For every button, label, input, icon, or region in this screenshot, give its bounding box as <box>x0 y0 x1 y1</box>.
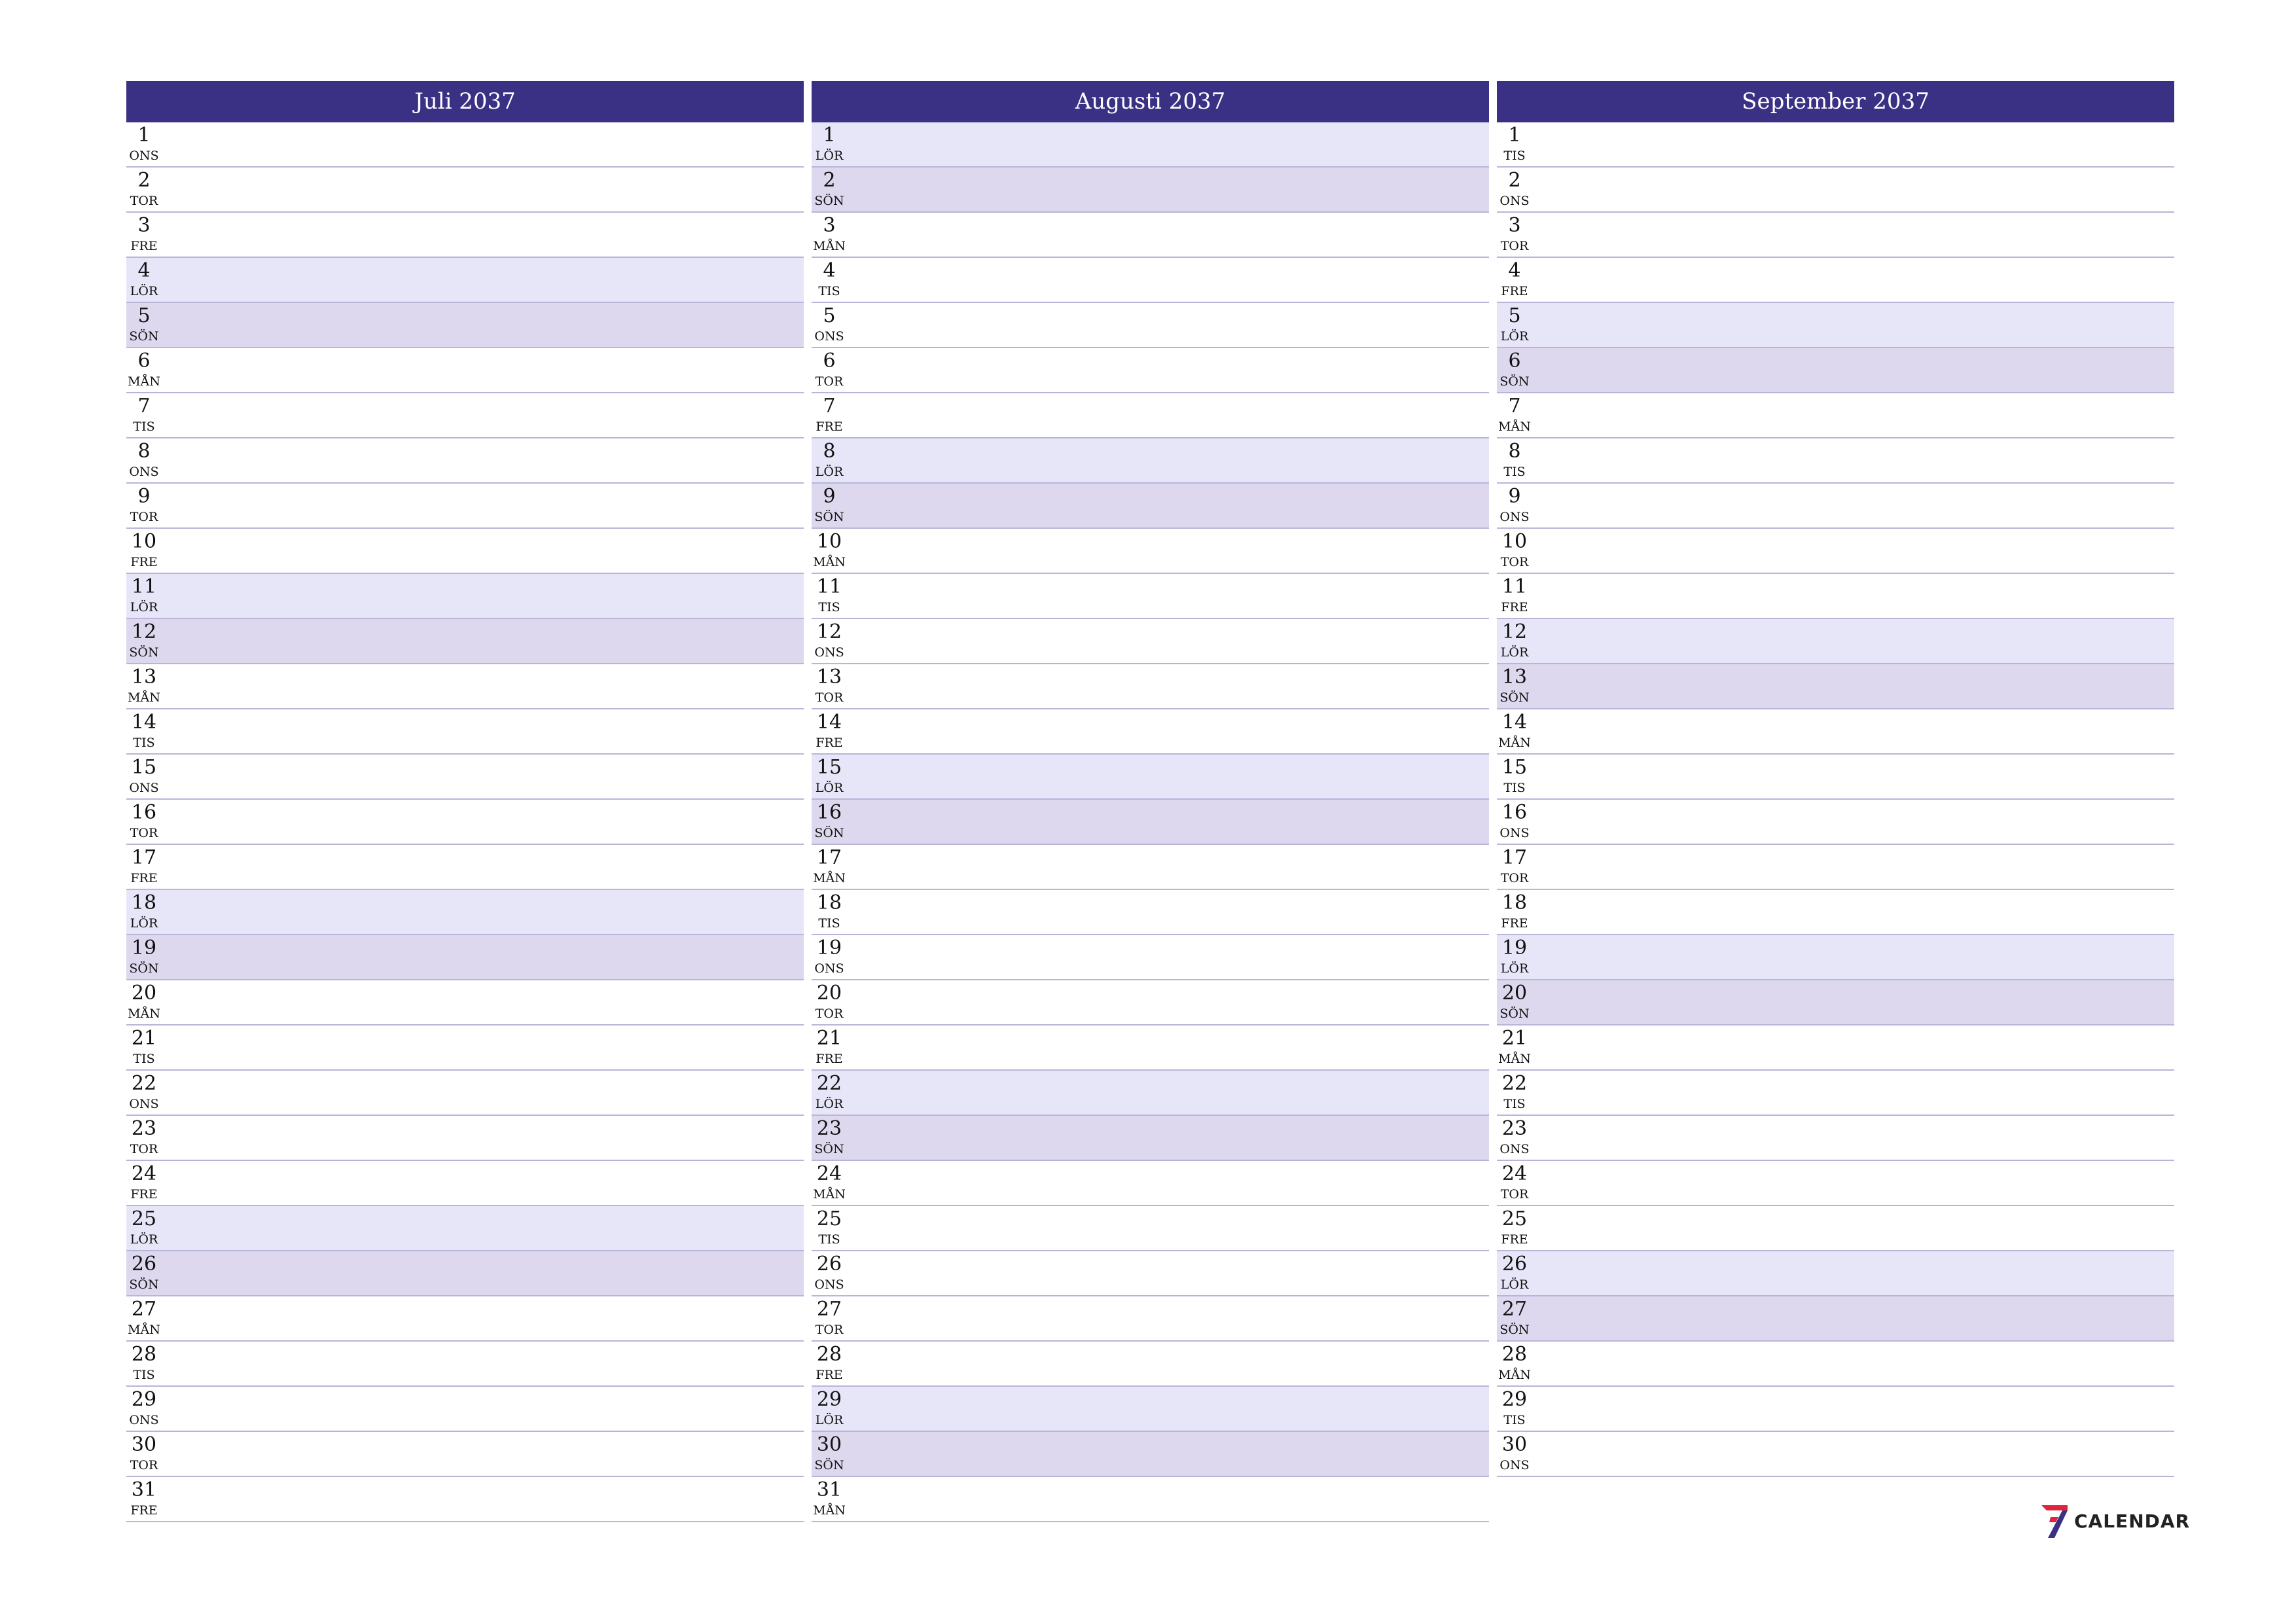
day-name: SÖN <box>814 510 844 524</box>
day-row <box>126 890 804 935</box>
day-name: SÖN <box>814 1142 844 1156</box>
day-row <box>1497 1026 2174 1071</box>
day-name: LÖR <box>815 1097 844 1111</box>
day-number: 11 <box>1501 575 1528 598</box>
day-row <box>1497 438 2174 484</box>
day-number: 1 <box>823 124 836 147</box>
day-row <box>126 529 804 574</box>
day-number: 5 <box>823 304 836 327</box>
day-name: TOR <box>130 1458 158 1472</box>
day-row <box>126 619 804 664</box>
day-number: 30 <box>816 1433 842 1456</box>
day-number: 10 <box>1501 530 1528 553</box>
day-name: FRE <box>816 1368 843 1382</box>
day-number: 30 <box>1501 1433 1528 1456</box>
day-name: MÅN <box>1498 1368 1531 1382</box>
day-name: LÖR <box>130 600 158 615</box>
day-row <box>1497 1116 2174 1161</box>
day-name: TOR <box>815 1007 844 1021</box>
day-row <box>812 213 1489 258</box>
day-row <box>812 1296 1489 1342</box>
day-number: 26 <box>131 1253 157 1275</box>
day-name: TIS <box>818 1232 840 1247</box>
day-name: LÖR <box>1500 329 1529 344</box>
day-row <box>812 1026 1489 1071</box>
day-row <box>812 1206 1489 1251</box>
day-number: 4 <box>823 259 836 282</box>
day-number: 3 <box>137 214 151 237</box>
day-name: MÅN <box>128 1323 160 1337</box>
day-row <box>1497 619 2174 664</box>
day-list <box>812 122 1489 1522</box>
day-row <box>1497 1387 2174 1432</box>
day-name: MÅN <box>813 871 846 885</box>
day-number: 12 <box>816 620 842 643</box>
day-row <box>1497 1342 2174 1387</box>
day-row <box>126 1026 804 1071</box>
day-number: 18 <box>1501 891 1528 914</box>
day-list <box>126 122 804 1522</box>
day-number: 13 <box>816 666 842 688</box>
day-number: 7 <box>137 395 151 418</box>
day-row <box>126 258 804 303</box>
day-row <box>812 709 1489 755</box>
month-header: September 2037 <box>1497 81 2174 122</box>
day-row <box>812 168 1489 213</box>
day-row <box>812 1251 1489 1296</box>
day-number: 20 <box>131 982 157 1005</box>
day-row <box>812 935 1489 980</box>
day-number: 14 <box>131 711 157 734</box>
day-row <box>812 755 1489 800</box>
day-row <box>126 664 804 709</box>
day-row <box>812 1116 1489 1161</box>
day-row <box>1497 529 2174 574</box>
day-number: 6 <box>137 349 151 372</box>
day-row <box>812 529 1489 574</box>
day-row <box>1497 303 2174 348</box>
day-row <box>126 1071 804 1116</box>
day-row <box>126 845 804 890</box>
day-row <box>1497 845 2174 890</box>
day-list <box>1497 122 2174 1477</box>
day-name: LÖR <box>1500 645 1529 660</box>
day-row <box>1497 1071 2174 1116</box>
day-number: 26 <box>1501 1253 1528 1275</box>
day-name: MÅN <box>813 555 846 569</box>
day-number: 9 <box>1508 485 1521 508</box>
day-name: LÖR <box>815 149 844 163</box>
day-row <box>126 1206 804 1251</box>
day-name: ONS <box>814 1277 844 1292</box>
day-name: FRE <box>816 1052 843 1066</box>
day-row <box>812 122 1489 168</box>
day-number: 14 <box>1501 711 1528 734</box>
day-number: 23 <box>1501 1117 1528 1140</box>
day-row <box>126 484 804 529</box>
day-row <box>1497 574 2174 619</box>
day-row <box>1497 709 2174 755</box>
day-name: LÖR <box>815 1413 844 1427</box>
day-number: 28 <box>1501 1343 1528 1366</box>
day-name: LÖR <box>1500 1277 1529 1292</box>
day-name: TIS <box>818 916 840 931</box>
day-row <box>1497 755 2174 800</box>
day-number: 21 <box>1501 1027 1528 1050</box>
day-row <box>1497 1161 2174 1206</box>
day-row <box>126 1116 804 1161</box>
day-name: TOR <box>1500 871 1529 885</box>
day-number: 2 <box>1508 169 1521 192</box>
day-row <box>812 484 1489 529</box>
day-number: 10 <box>816 530 842 553</box>
day-name: ONS <box>814 961 844 976</box>
day-number: 25 <box>1501 1207 1528 1230</box>
day-row <box>1497 800 2174 845</box>
day-number: 16 <box>131 801 157 824</box>
day-number: 25 <box>816 1207 842 1230</box>
day-name: TOR <box>130 194 158 208</box>
day-row <box>126 122 804 168</box>
month-header: Augusti 2037 <box>812 81 1489 122</box>
day-name: FRE <box>130 1187 158 1202</box>
day-number: 2 <box>137 169 151 192</box>
day-name: SÖN <box>1499 1007 1530 1021</box>
day-name: ONS <box>129 465 159 479</box>
day-row <box>1497 664 2174 709</box>
day-row <box>812 348 1489 393</box>
day-number: 15 <box>816 756 842 779</box>
day-name: LÖR <box>815 465 844 479</box>
day-name: ONS <box>1499 826 1530 840</box>
day-name: TIS <box>1503 781 1526 795</box>
day-number: 24 <box>131 1162 157 1185</box>
day-name: MÅN <box>128 690 160 705</box>
day-name: LÖR <box>815 781 844 795</box>
day-name: FRE <box>130 871 158 885</box>
day-name: ONS <box>129 781 159 795</box>
day-number: 21 <box>131 1027 157 1050</box>
day-row <box>126 709 804 755</box>
day-number: 4 <box>137 259 151 282</box>
day-number: 9 <box>823 485 836 508</box>
day-number: 28 <box>816 1343 842 1366</box>
day-number: 6 <box>1508 349 1521 372</box>
day-number: 5 <box>137 304 151 327</box>
day-name: FRE <box>1501 916 1528 931</box>
day-name: ONS <box>129 1413 159 1427</box>
month-header: Juli 2037 <box>126 81 804 122</box>
day-name: MÅN <box>1498 736 1531 750</box>
day-name: SÖN <box>1499 374 1530 389</box>
month-column-august <box>812 81 1489 1522</box>
day-row <box>812 980 1489 1026</box>
day-row <box>812 393 1489 438</box>
day-number: 28 <box>131 1343 157 1366</box>
day-row <box>812 1387 1489 1432</box>
day-name: TIS <box>1503 1413 1526 1427</box>
day-row <box>126 935 804 980</box>
day-number: 20 <box>1501 982 1528 1005</box>
day-name: TOR <box>815 690 844 705</box>
day-name: TOR <box>815 1323 844 1337</box>
day-number: 26 <box>816 1253 842 1275</box>
day-number: 16 <box>1501 801 1528 824</box>
seven-logo-icon <box>2039 1503 2070 1539</box>
day-number: 8 <box>137 440 151 463</box>
day-name: ONS <box>1499 194 1530 208</box>
day-row <box>126 348 804 393</box>
day-row <box>126 1342 804 1387</box>
day-number: 17 <box>131 846 157 869</box>
day-row <box>812 1432 1489 1477</box>
day-number: 3 <box>1508 214 1521 237</box>
day-name: MÅN <box>128 374 160 389</box>
day-number: 7 <box>823 395 836 418</box>
day-number: 10 <box>131 530 157 553</box>
day-number: 30 <box>131 1433 157 1456</box>
day-name: TOR <box>1500 1187 1529 1202</box>
day-name: MÅN <box>813 1187 846 1202</box>
day-number: 16 <box>816 801 842 824</box>
day-number: 31 <box>131 1478 157 1501</box>
day-name: TIS <box>1503 149 1526 163</box>
day-row <box>126 1387 804 1432</box>
day-number: 3 <box>823 214 836 237</box>
day-name: SÖN <box>814 194 844 208</box>
day-row <box>1497 348 2174 393</box>
day-row <box>1497 122 2174 168</box>
day-row <box>812 1477 1489 1522</box>
day-row <box>1497 168 2174 213</box>
day-number: 23 <box>131 1117 157 1140</box>
day-name: TIS <box>1503 1097 1526 1111</box>
day-number: 22 <box>816 1072 842 1095</box>
day-name: TOR <box>130 826 158 840</box>
day-name: LÖR <box>130 284 158 298</box>
day-name: SÖN <box>129 1277 159 1292</box>
day-number: 19 <box>816 936 842 959</box>
brand-name: CALENDAR <box>2074 1510 2191 1532</box>
day-row <box>1497 1206 2174 1251</box>
day-row <box>126 303 804 348</box>
day-number: 17 <box>816 846 842 869</box>
day-row <box>812 438 1489 484</box>
day-number: 15 <box>1501 756 1528 779</box>
day-number: 21 <box>816 1027 842 1050</box>
day-number: 18 <box>816 891 842 914</box>
day-row <box>812 664 1489 709</box>
day-name: SÖN <box>1499 1323 1530 1337</box>
day-row <box>1497 1432 2174 1477</box>
day-row <box>812 303 1489 348</box>
day-name: FRE <box>816 419 843 434</box>
day-row <box>126 213 804 258</box>
day-number: 1 <box>137 124 151 147</box>
day-row <box>126 755 804 800</box>
day-row <box>812 890 1489 935</box>
day-name: TOR <box>815 374 844 389</box>
day-number: 23 <box>816 1117 842 1140</box>
day-row <box>126 1251 804 1296</box>
day-row <box>812 258 1489 303</box>
brand-logo <box>2039 1503 2191 1539</box>
day-name: SÖN <box>129 645 159 660</box>
day-name: SÖN <box>814 826 844 840</box>
day-row <box>126 1161 804 1206</box>
day-number: 12 <box>131 620 157 643</box>
day-row <box>1497 258 2174 303</box>
day-name: FRE <box>130 239 158 253</box>
day-name: TIS <box>133 736 155 750</box>
day-number: 5 <box>1508 304 1521 327</box>
day-number: 25 <box>131 1207 157 1230</box>
day-name: FRE <box>1501 600 1528 615</box>
day-number: 13 <box>1501 666 1528 688</box>
day-number: 1 <box>1508 124 1521 147</box>
day-name: MÅN <box>128 1007 160 1021</box>
day-number: 19 <box>1501 936 1528 959</box>
day-row <box>1497 935 2174 980</box>
month-column-july <box>126 81 804 1522</box>
day-row <box>126 574 804 619</box>
day-name: TIS <box>1503 465 1526 479</box>
day-name: SÖN <box>814 1458 844 1472</box>
day-number: 7 <box>1508 395 1521 418</box>
day-number: 18 <box>131 891 157 914</box>
day-number: 24 <box>1501 1162 1528 1185</box>
day-name: FRE <box>816 736 843 750</box>
day-name: FRE <box>1501 284 1528 298</box>
day-number: 17 <box>1501 846 1528 869</box>
day-number: 24 <box>816 1162 842 1185</box>
day-name: TOR <box>1500 239 1529 253</box>
day-number: 20 <box>816 982 842 1005</box>
day-number: 15 <box>131 756 157 779</box>
day-row <box>812 1161 1489 1206</box>
day-number: 11 <box>131 575 157 598</box>
day-row <box>1497 213 2174 258</box>
month-column-september <box>1497 81 2174 1477</box>
day-name: ONS <box>1499 510 1530 524</box>
day-row <box>126 1477 804 1522</box>
day-number: 22 <box>1501 1072 1528 1095</box>
day-name: MÅN <box>1498 1052 1531 1066</box>
day-number: 22 <box>131 1072 157 1095</box>
day-name: ONS <box>1499 1142 1530 1156</box>
day-number: 8 <box>1508 440 1521 463</box>
day-name: MÅN <box>1498 419 1531 434</box>
day-number: 27 <box>131 1298 157 1321</box>
day-row <box>126 1296 804 1342</box>
day-name: MÅN <box>813 1503 846 1518</box>
day-row <box>1497 393 2174 438</box>
day-row <box>126 980 804 1026</box>
day-number: 31 <box>816 1478 842 1501</box>
day-row <box>812 574 1489 619</box>
day-number: 6 <box>823 349 836 372</box>
day-number: 29 <box>816 1388 842 1411</box>
day-name: TOR <box>1500 555 1529 569</box>
day-row <box>126 438 804 484</box>
day-number: 13 <box>131 666 157 688</box>
day-name: TOR <box>130 510 158 524</box>
day-row <box>1497 890 2174 935</box>
day-name: FRE <box>1501 1232 1528 1247</box>
day-name: SÖN <box>129 961 159 976</box>
day-number: 27 <box>816 1298 842 1321</box>
day-row <box>126 393 804 438</box>
day-row <box>812 845 1489 890</box>
day-number: 29 <box>1501 1388 1528 1411</box>
day-number: 19 <box>131 936 157 959</box>
day-row <box>126 1432 804 1477</box>
day-name: FRE <box>130 555 158 569</box>
day-number: 14 <box>816 711 842 734</box>
day-row <box>812 619 1489 664</box>
day-name: TIS <box>133 1052 155 1066</box>
day-name: ONS <box>814 329 844 344</box>
day-name: LÖR <box>1500 961 1529 976</box>
day-row <box>1497 1251 2174 1296</box>
day-name: LÖR <box>130 1232 158 1247</box>
day-name: TIS <box>818 600 840 615</box>
day-name: TIS <box>133 1368 155 1382</box>
day-name: ONS <box>129 1097 159 1111</box>
day-row <box>1497 484 2174 529</box>
day-name: TOR <box>130 1142 158 1156</box>
day-row <box>812 800 1489 845</box>
day-name: ONS <box>129 149 159 163</box>
day-row <box>126 168 804 213</box>
day-number: 4 <box>1508 259 1521 282</box>
day-number: 11 <box>816 575 842 598</box>
day-name: TIS <box>818 284 840 298</box>
day-number: 12 <box>1501 620 1528 643</box>
day-name: SÖN <box>129 329 159 344</box>
day-number: 2 <box>823 169 836 192</box>
day-name: LÖR <box>130 916 158 931</box>
day-row <box>812 1071 1489 1116</box>
day-number: 27 <box>1501 1298 1528 1321</box>
day-row <box>812 1342 1489 1387</box>
day-name: ONS <box>814 645 844 660</box>
day-row <box>1497 1296 2174 1342</box>
day-row <box>126 800 804 845</box>
day-name: ONS <box>1499 1458 1530 1472</box>
day-name: FRE <box>130 1503 158 1518</box>
day-name: MÅN <box>813 239 846 253</box>
day-number: 9 <box>137 485 151 508</box>
day-number: 8 <box>823 440 836 463</box>
day-name: TIS <box>133 419 155 434</box>
day-number: 29 <box>131 1388 157 1411</box>
day-name: SÖN <box>1499 690 1530 705</box>
day-row <box>1497 980 2174 1026</box>
